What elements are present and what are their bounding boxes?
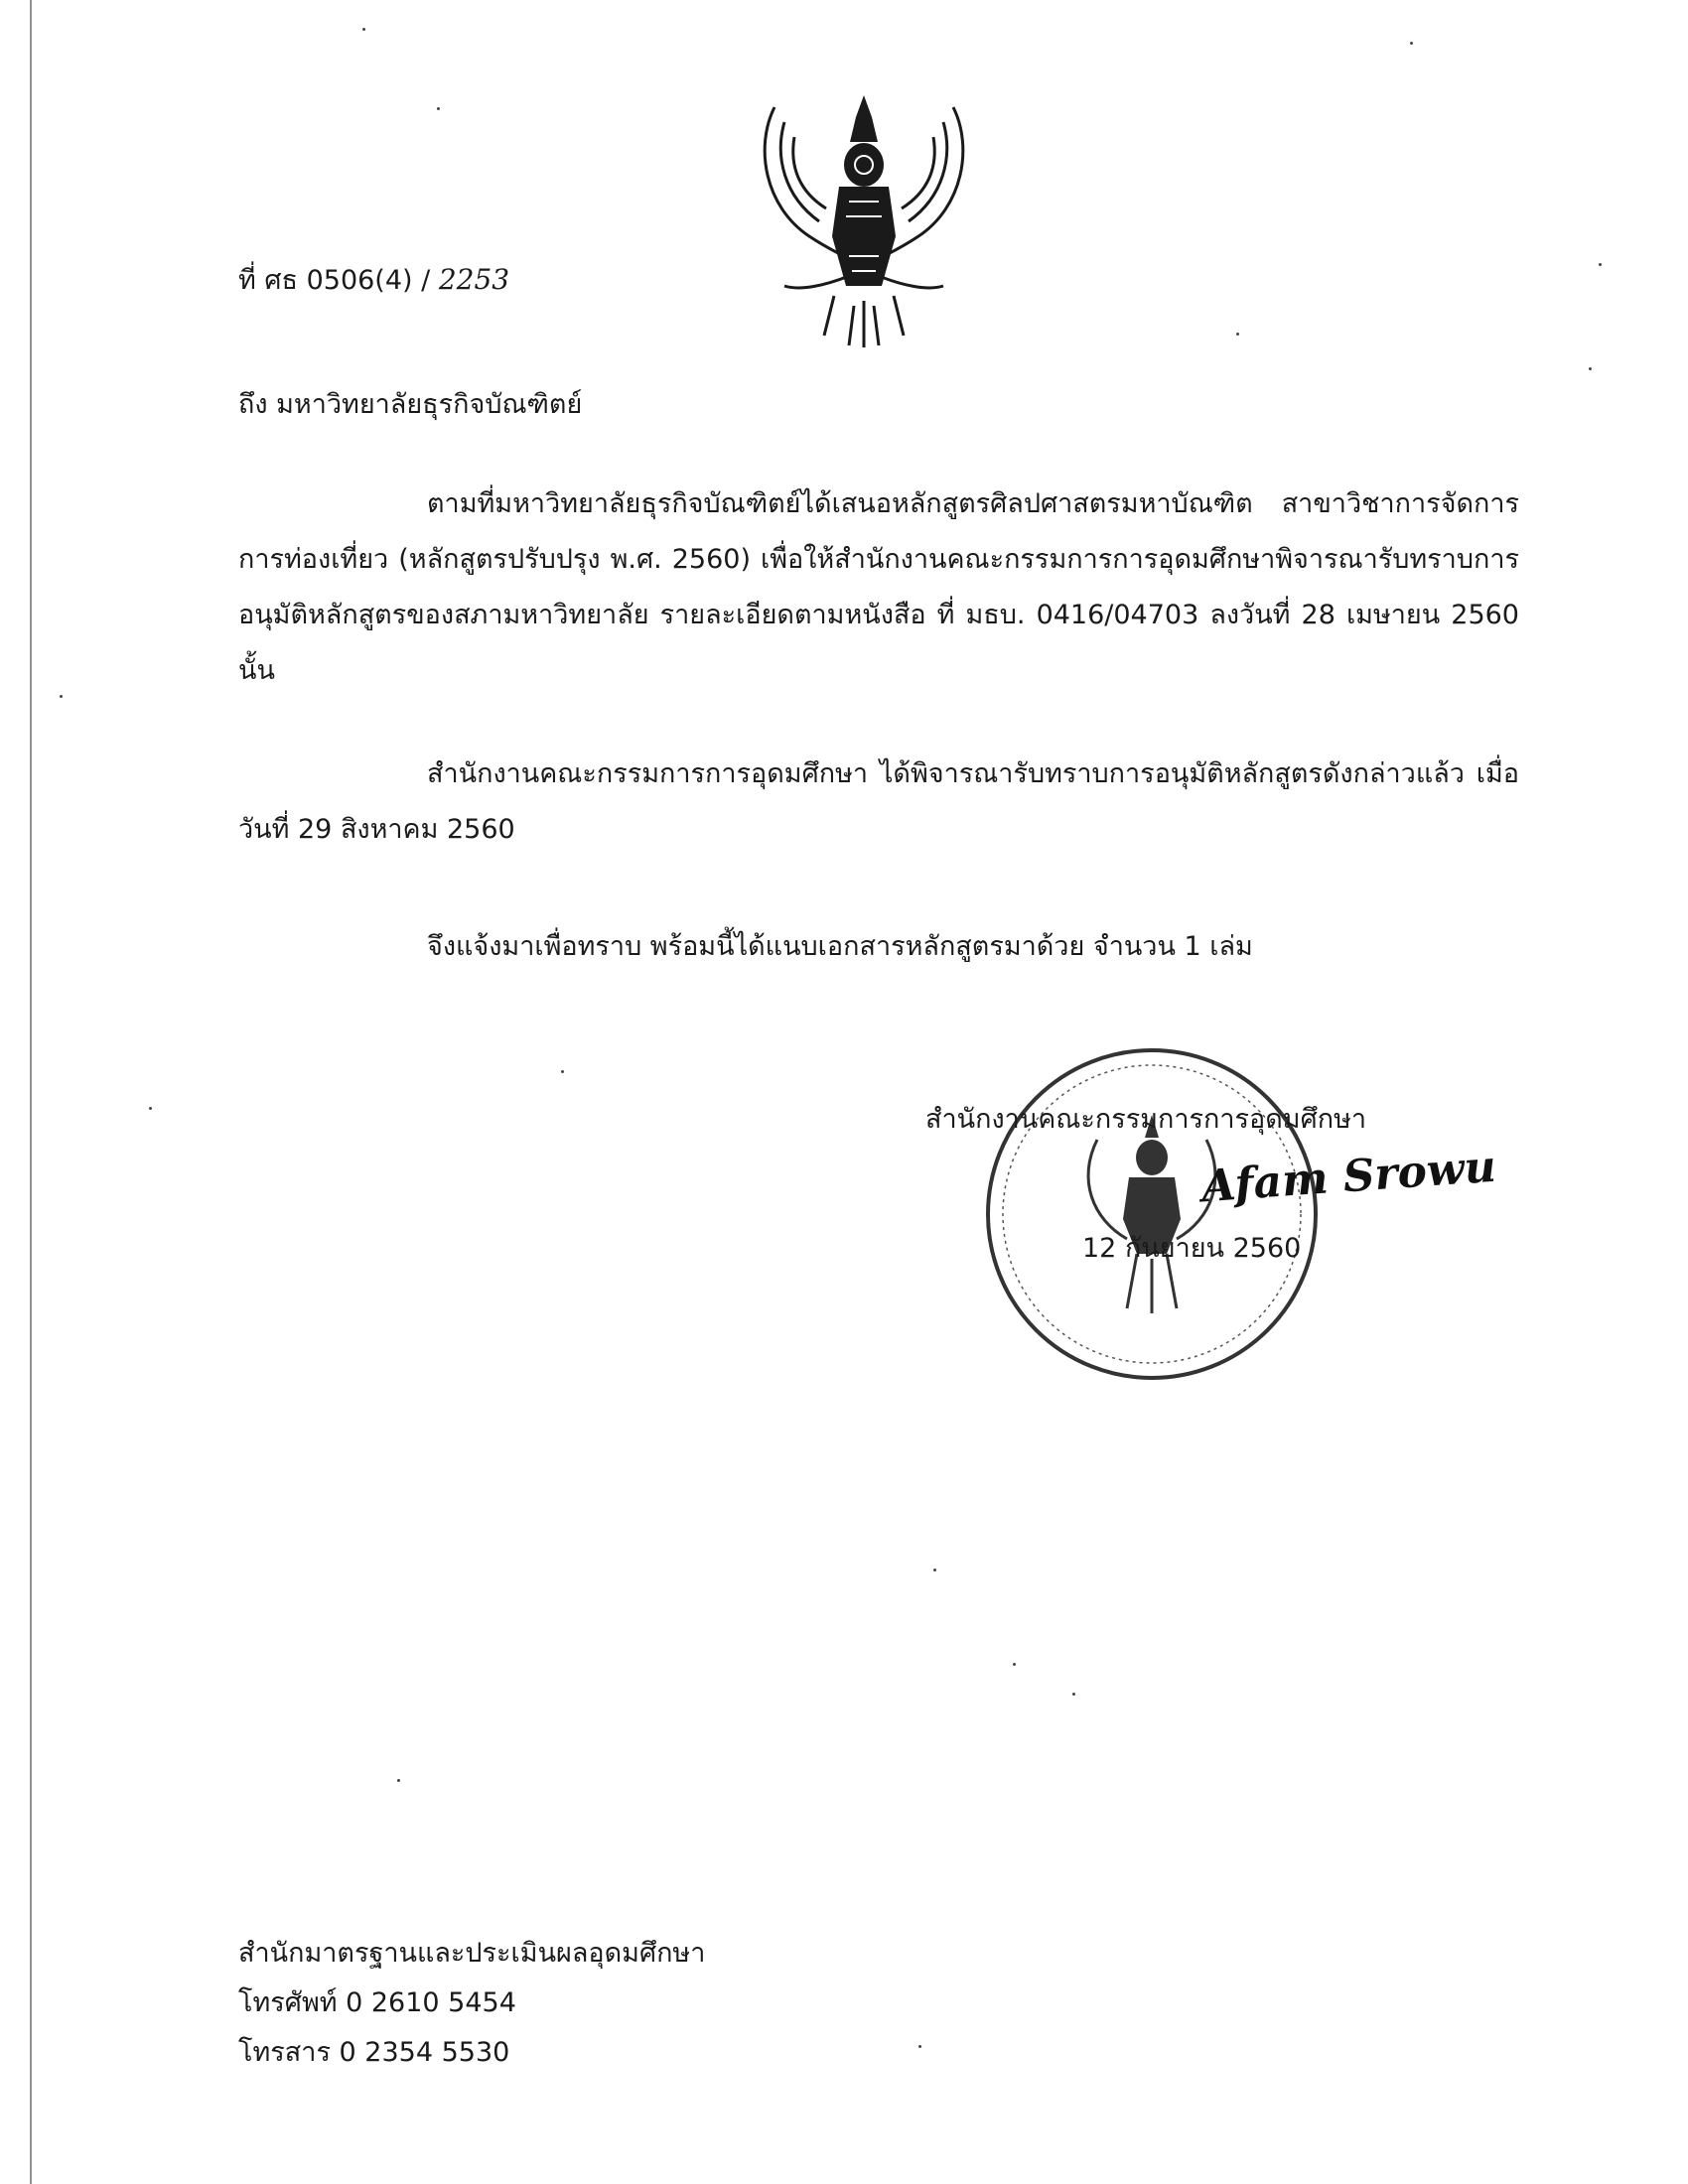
scan-speck [60, 695, 63, 698]
scan-speck [933, 1569, 936, 1571]
date-line: 12 กันยายน 2560 [1082, 1233, 1302, 1264]
reference-number [238, 260, 509, 301]
footer-fax: โทรสาร 0 2354 5530 [238, 2037, 510, 2068]
footer-office: สำนักมาตรฐานและประเมินผลอุดมศึกษา [238, 1938, 706, 1969]
signature: Afam Srowu [1199, 1141, 1498, 1213]
reference-prefix: ที่ ศธ 0506(4) / [238, 265, 431, 296]
scan-speck [149, 1107, 152, 1110]
sender-organization: สำนักงานคณะกรรมการการอุดมศึกษา [925, 1104, 1367, 1135]
garuda-emblem-icon [755, 87, 973, 350]
scan-speck [918, 2045, 921, 2048]
scan-speck [561, 1070, 564, 1073]
addressee: ถึง มหาวิทยาลัยธุรกิจบัณฑิตย์ [238, 389, 583, 420]
reference-handwritten-number: 2253 [438, 263, 510, 296]
scan-speck [397, 1779, 400, 1782]
scan-edge-line [30, 0, 32, 2184]
scan-speck [437, 107, 440, 110]
scan-speck [1013, 1663, 1016, 1666]
paragraph-1: ตามที่มหาวิทยาลัยธุรกิจบัณฑิตย์ได้เสนอหลักสูตรศิลปศาสตรมหาบัณฑิต สาขาวิชาการจัดการการท่องเที่ยว (หลักสูตรปรับปรุง พ.ศ. 2560) เพื่อให้สำนักงานคณะกรรมการการอุดมศึกษาพิจารณารับทราบการอนุมัติหลักสูตรของสภามหาวิทยาลัย รายละเอียดตามหนังสือ ที่ มธบ. 0416/04703 ลงวันที่ 28 เมษายน 2560 นั้น [238, 488, 1519, 686]
scan-speck [1599, 263, 1602, 266]
scan-speck [362, 28, 365, 31]
scan-speck [1410, 42, 1413, 45]
scan-speck [1589, 367, 1592, 370]
official-seal [978, 1040, 1326, 1388]
footer-phone: โทรศัพท์ 0 2610 5454 [238, 1987, 516, 2018]
paragraph-2: สำนักงานคณะกรรมการการอุดมศึกษา ได้พิจารณารับทราบการอนุมัติหลักสูตรดังกล่าวแล้ว เมื่อวันที่ 29 สิงหาคม 2560 [238, 758, 1519, 845]
paragraph-3: จึงแจ้งมาเพื่อทราบ พร้อมนี้ได้แนบเอกสารหลักสูตรมาด้วย จำนวน 1 เล่ม [427, 931, 1253, 962]
scan-speck [1072, 1693, 1075, 1696]
scan-speck [1236, 333, 1239, 336]
